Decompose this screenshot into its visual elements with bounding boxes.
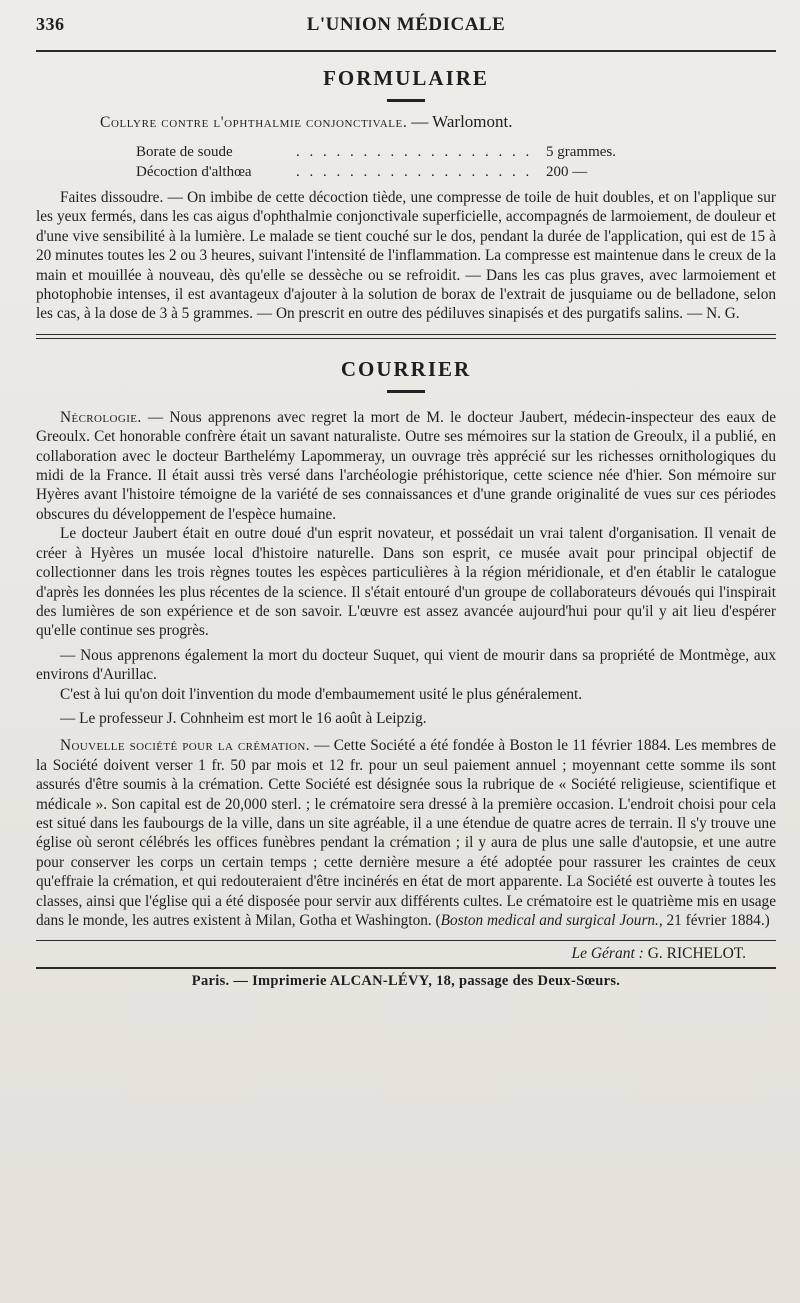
formulaire-section (36, 66, 776, 324)
ingredient-leader-dots: . . . . . . . . . . . . . . . . . . (296, 164, 533, 180)
embaumement-paragraph: C'est à lui qu'on doit l'invention du mode d'embaumement usité le plus généralement. (60, 685, 583, 703)
ingredient-quantity: 5 grammes. (546, 144, 616, 160)
cohnheim-paragraph: — Le professeur J. Cohnheim est mort le 16 août à Leipzig. (60, 709, 427, 727)
necrologie-text: — Nous apprenons avec regret la mort de M. le docteur Jaubert, médecin-inspecteur des eaux de Greoulx. Cet honorable confrère était un savant naturaliste. Outre ses mémoires sur la station de Greoulx, il a publié, en collaboration avec le docteur Barthelémy Lapommeray, un ouvrage très apprécié sur les richesses ornithologiques du midi de la France. Il était aussi très versé dans l'archéologie préhistorique, cette science née d'hier. Son mémoire sur Hyères avant l'histoire témoigne de la variété de ses connaissances et d'une grande originalité de vues sur ces périodes obscures du développement de l'espèce humaine. (36, 408, 776, 523)
formulaire-title-bar (387, 99, 425, 102)
ingredient-name: Borate de soude (136, 144, 233, 160)
suquet-paragraph: — Nous apprenons également la mort du docteur Suquet, qui vient de mourir dans sa propriété de Montmège, aux environs d'Aurillac. (36, 646, 776, 684)
recipe-name: Collyre contre l'ophthalmie conjonctivale. (100, 114, 408, 131)
header-rule (36, 50, 776, 52)
cremation-text: — Cette Société a été fondée à Boston le 11 février 1884. Les membres de la Société doivent verser 1 fr. 50 par mois et 12 fr. pour un seul paiement annuel ; moyennant cette somme ils sont assurés d'être soumis à la crémation. Cette Société est désignée sous la rubrique de « Société religieuse, scientifique et médicale ». Son capital est de 20,000 sterl. ; le crématoire sera dressé à la première occasion. L'endroit choisi pour cela est situé dans les faubourgs de la ville, dans un site agréable, il a une étendue de quatre acres de terrain. Il s'y trouve une église où seront célébrés les offices funèbres pendant la crémation ; il y aura de plus une salle d'autopsie, et une autre pour conserver les corps un certain temps ; cette dernière mesure a été adoptée pour rassurer les craintes de ceux qu'effraie la crémation, et qui redouteraient d'être incinérés en état de mort apparente. La Société est ouverte à toutes les classes, ainsi que l'église qui a été disposée pour servir aux différents cultes. Le crématoire est le quatrième mis en usage dans le monde, les autres existent à Milan, Gotha et Washington. ( (36, 737, 776, 929)
ingredient-quantity: 200 — (546, 164, 588, 180)
ingredient-leader-dots: . . . . . . . . . . . . . . . . . . (296, 144, 533, 160)
recipe-author: — Warlomont. (411, 112, 513, 131)
ingredient-row (136, 142, 776, 162)
cremation-source: Boston medical and surgical Journ. (440, 912, 659, 929)
formulaire-body-text: — On imbibe de cette décoction tiède, une compresse de toile de huit doubles, et on l'applique sur les yeux fermés, dans les cas aigus d'ophthalmie conjonctivale superficielle, accompagnés de larmoiement, de douleur et d'une vive sensibilité à la lumière. Le malade se tient couché sur le dos, pendant la durée de l'application, qui est de 15 à 20 minutes toutes les 2 ou 3 heures, suivant l'intensité de l'inflammation. La compresse est maintenue dans le creux de la main et mouillée à nouveau, dès qu'elle se dessèche ou se refroidit. — Dans les cas plus graves, avec larmoiement et photophobie intenses, il est avantageux d'ajouter à la solution de borax de l'extrait de jusquiame ou de belladone, selon les cas, à la dose de 3 à 5 grammes. — On prescrit en outre des pédiluves sinapisés et des purgatifs salins. — N. G. (36, 189, 776, 323)
formulaire-body (36, 188, 776, 324)
cremation-source-date: , 21 février 1884.) (658, 912, 770, 929)
section-divider (36, 334, 776, 339)
footer (36, 940, 776, 990)
cremation-paragraph (36, 736, 776, 930)
necrologie-paragraph (36, 408, 776, 524)
ingredient-list (136, 142, 776, 182)
courrier-title: COURRIER (340, 356, 472, 381)
printer-imprint: Paris. — Imprimerie ALCAN-LÉVY, 18, passage des Deux-Sœurs. (191, 973, 621, 990)
necrologie-lead: Nécrologie. (60, 408, 142, 426)
cremation-lead: Nouvelle société pour la crémation. (60, 737, 310, 755)
ingredient-row (136, 162, 776, 182)
journal-title: L'UNION MÉDICALE (306, 14, 506, 35)
recipe-title (100, 112, 776, 132)
manager-signature (36, 941, 776, 967)
formulaire-title: FORMULAIRE (323, 66, 489, 90)
ingredient-name: Décoction d'althœa (136, 164, 252, 180)
formulaire-body-lead: Faites dissoudre. (60, 189, 164, 206)
running-head (36, 14, 776, 44)
manager-name: G. RICHELOT. (647, 945, 746, 963)
courrier-title-bar (387, 390, 425, 393)
page-number: 336 (36, 14, 65, 34)
courrier-section (36, 357, 776, 931)
manager-label: Le Gérant : (571, 945, 644, 963)
necrologie-paragraph-2: Le docteur Jaubert était en outre doué d'un esprit novateur, et possédait un vrai talent d'organisation. Il venait de créer à Hyères un musée local d'histoire naturelle. Dans son esprit, ce musée avait pour principal objectif de collectionner dans les trois règnes toutes les espèces particulières à la région méridionale, et d'en établir le catalogue d'après les données les plus récentes de la science. Il s'était entouré d'un groupe de collaborateurs dévoués qui l'inspirait des lumières de son expérience et de son savoir. L'œuvre est assez avancée aujourd'hui pour qu'il y ait lieu d'espérer qu'elle continue ses progrès. (36, 525, 776, 640)
